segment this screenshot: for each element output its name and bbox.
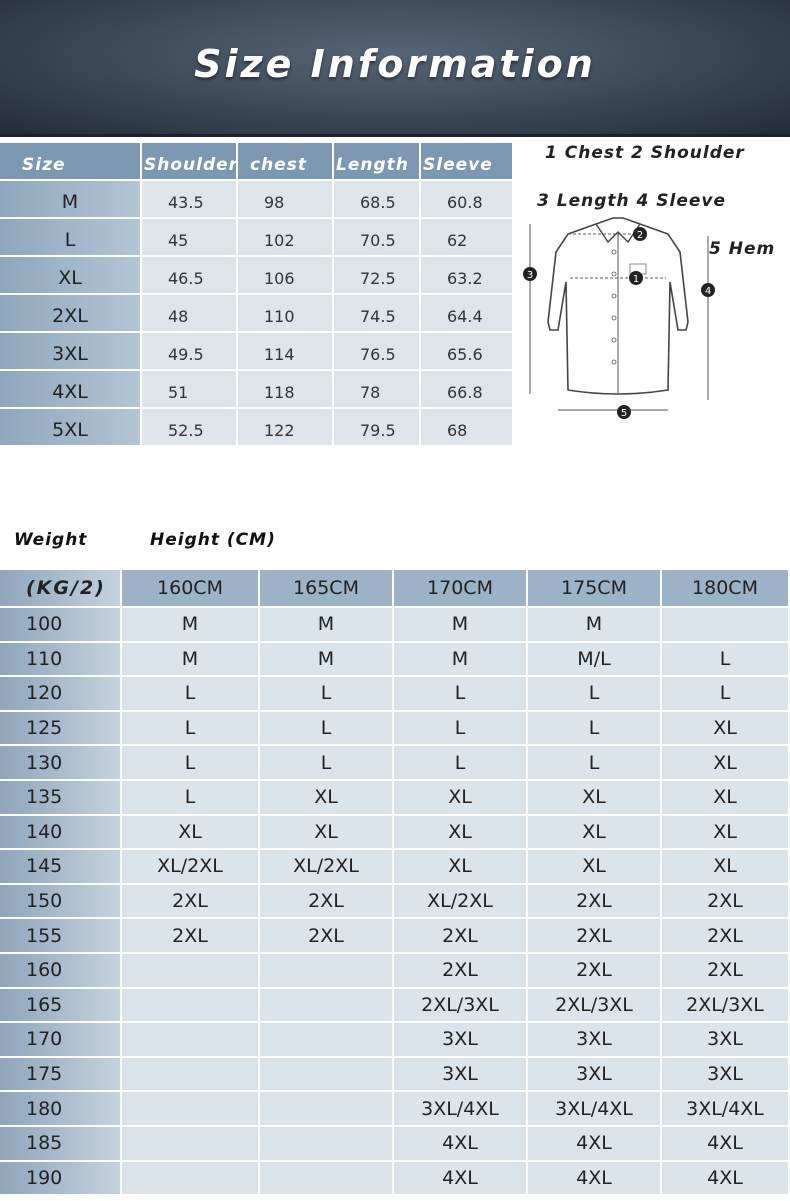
recommended-size-cell xyxy=(122,989,260,1024)
recommended-size-cell xyxy=(260,1092,394,1127)
recommended-size-cell: 3XL/4XL xyxy=(394,1092,528,1127)
size-table-row xyxy=(0,333,514,371)
recommended-size-cell xyxy=(260,1127,394,1162)
weight-row xyxy=(0,608,790,643)
size-table-row xyxy=(0,409,514,447)
recommended-size-cell: 2XL xyxy=(528,885,662,920)
size-table xyxy=(0,143,514,447)
shirt-measurement-diagram xyxy=(518,212,718,422)
weight-row xyxy=(0,816,790,851)
size-label-cell: M xyxy=(0,181,142,219)
recommended-size-cell xyxy=(662,608,790,643)
size-label-cell: 4XL xyxy=(0,371,142,409)
measurement-cell: 122 xyxy=(238,409,334,447)
recommended-size-cell: 2XL xyxy=(394,919,528,954)
header-size: Size xyxy=(0,143,142,181)
weight-value-cell: 165 xyxy=(0,989,122,1024)
recommended-size-cell: 3XL xyxy=(394,1058,528,1093)
weight-row xyxy=(0,1058,790,1093)
weight-value-cell: 155 xyxy=(0,919,122,954)
recommended-size-cell: 4XL xyxy=(394,1127,528,1162)
svg-text:2: 2 xyxy=(636,230,644,241)
svg-text:4: 4 xyxy=(704,286,712,297)
recommended-size-cell: XL xyxy=(394,850,528,885)
weight-value-cell: 125 xyxy=(0,712,122,747)
recommended-size-cell: 3XL xyxy=(528,1023,662,1058)
recommended-size-cell xyxy=(122,1092,260,1127)
recommended-size-cell: M xyxy=(260,608,394,643)
recommended-size-cell: 2XL xyxy=(662,919,790,954)
measurement-cell: 60.8 xyxy=(421,181,514,219)
recommended-size-cell xyxy=(260,1162,394,1197)
recommended-size-cell: 3XL/4XL xyxy=(662,1092,790,1127)
measurement-cell: 72.5 xyxy=(334,257,421,295)
weight-value-cell: 110 xyxy=(0,643,122,678)
recommended-size-cell: 3XL xyxy=(662,1058,790,1093)
height-header: 160CM xyxy=(122,570,260,608)
recommended-size-cell: M/L xyxy=(528,643,662,678)
header-length: Length xyxy=(334,143,421,181)
recommended-size-cell: 2XL xyxy=(662,954,790,989)
recommended-size-cell: 3XL xyxy=(528,1058,662,1093)
recommended-size-cell: XL/2XL xyxy=(260,850,394,885)
measurement-cell: 52.5 xyxy=(142,409,238,447)
weight-value-cell: 100 xyxy=(0,608,122,643)
size-label-cell: L xyxy=(0,219,142,257)
weight-value-cell: 145 xyxy=(0,850,122,885)
weight-row xyxy=(0,1092,790,1127)
recommended-size-cell: XL/2XL xyxy=(394,885,528,920)
weight-value-cell: 150 xyxy=(0,885,122,920)
weight-value-cell: 190 xyxy=(0,1162,122,1197)
marker-4 xyxy=(701,283,715,297)
recommended-size-cell: 4XL xyxy=(528,1127,662,1162)
weight-row xyxy=(0,919,790,954)
size-label-cell: XL xyxy=(0,257,142,295)
measurement-cell: 62 xyxy=(421,219,514,257)
recommended-size-cell: M xyxy=(394,643,528,678)
weight-row xyxy=(0,746,790,781)
recommended-size-cell: L xyxy=(662,643,790,678)
header-sleeve: Sleeve xyxy=(421,143,514,181)
weight-row xyxy=(0,850,790,885)
weight-row xyxy=(0,885,790,920)
measurement-cell: 48 xyxy=(142,295,238,333)
recommended-size-cell: XL xyxy=(394,816,528,851)
legend-line-1: 1 Chest 2 Shoulder xyxy=(545,143,745,163)
legend-line-3: 5 Hem xyxy=(709,239,776,259)
weight-row xyxy=(0,989,790,1024)
measurement-cell: 78 xyxy=(334,371,421,409)
recommended-size-cell: M xyxy=(260,643,394,678)
recommended-size-cell xyxy=(260,954,394,989)
recommended-size-cell: 3XL xyxy=(662,1023,790,1058)
weight-row xyxy=(0,781,790,816)
recommended-size-cell: 4XL xyxy=(394,1162,528,1197)
recommended-size-cell: 4XL xyxy=(662,1127,790,1162)
weight-row xyxy=(0,712,790,747)
recommended-size-cell: XL xyxy=(260,816,394,851)
size-table-row xyxy=(0,371,514,409)
marker-1 xyxy=(629,271,643,285)
recommended-size-cell: L xyxy=(394,677,528,712)
header-chest: chest xyxy=(238,143,334,181)
recommended-size-cell: XL xyxy=(394,781,528,816)
measurement-cell: 68 xyxy=(421,409,514,447)
recommended-size-cell: L xyxy=(122,746,260,781)
height-header: 165CM xyxy=(260,570,394,608)
recommended-size-cell: L xyxy=(122,712,260,747)
recommended-size-cell: XL xyxy=(260,781,394,816)
recommended-size-cell: XL xyxy=(122,816,260,851)
weight-height-table xyxy=(0,570,790,1196)
recommended-size-cell: XL/2XL xyxy=(122,850,260,885)
weight-row xyxy=(0,1023,790,1058)
recommended-size-cell: XL xyxy=(662,850,790,885)
recommended-size-cell: XL xyxy=(662,712,790,747)
height-label: Height (CM) xyxy=(150,530,276,550)
banner-title: Size Information xyxy=(194,42,596,86)
recommended-size-cell: 2XL xyxy=(260,885,394,920)
header-shoulder: Shoulder xyxy=(142,143,238,181)
recommended-size-cell: 2XL xyxy=(528,919,662,954)
measurement-cell: 68.5 xyxy=(334,181,421,219)
height-header: 180CM xyxy=(662,570,790,608)
legend-line-2: 3 Length 4 Sleeve xyxy=(537,191,727,211)
measurement-cell: 51 xyxy=(142,371,238,409)
weight-row xyxy=(0,677,790,712)
recommended-size-cell: M xyxy=(528,608,662,643)
weight-value-cell: 180 xyxy=(0,1092,122,1127)
weight-row xyxy=(0,643,790,678)
recommended-size-cell xyxy=(122,1162,260,1197)
recommended-size-cell: 2XL xyxy=(528,954,662,989)
recommended-size-cell: L xyxy=(122,677,260,712)
recommended-size-cell: 4XL xyxy=(662,1162,790,1197)
recommended-size-cell: 3XL/4XL xyxy=(528,1092,662,1127)
recommended-size-cell: 2XL/3XL xyxy=(662,989,790,1024)
size-label-cell: 2XL xyxy=(0,295,142,333)
weight-row xyxy=(0,954,790,989)
measurement-cell: 76.5 xyxy=(334,333,421,371)
recommended-size-cell: 2XL xyxy=(662,885,790,920)
recommended-size-cell xyxy=(260,1023,394,1058)
title-banner xyxy=(0,0,790,137)
measurement-cell: 79.5 xyxy=(334,409,421,447)
svg-text:1: 1 xyxy=(632,274,640,285)
weight-row xyxy=(0,1162,790,1197)
weight-value-cell: 130 xyxy=(0,746,122,781)
weight-value-cell: 160 xyxy=(0,954,122,989)
recommended-size-cell: XL xyxy=(662,781,790,816)
weight-height-header xyxy=(0,570,790,608)
measurement-cell: 49.5 xyxy=(142,333,238,371)
recommended-size-cell: L xyxy=(528,677,662,712)
recommended-size-cell xyxy=(122,1023,260,1058)
svg-text:5: 5 xyxy=(620,408,628,419)
recommended-size-cell xyxy=(260,989,394,1024)
weight-value-cell: 140 xyxy=(0,816,122,851)
marker-5 xyxy=(617,405,631,419)
size-table-row xyxy=(0,219,514,257)
marker-3 xyxy=(523,267,537,281)
weight-value-cell: 135 xyxy=(0,781,122,816)
recommended-size-cell: XL xyxy=(528,816,662,851)
measurement-cell: 74.5 xyxy=(334,295,421,333)
measurement-cell: 110 xyxy=(238,295,334,333)
recommended-size-cell xyxy=(122,954,260,989)
measurement-cell: 65.6 xyxy=(421,333,514,371)
weight-label: Weight xyxy=(14,530,88,550)
weight-value-cell: 170 xyxy=(0,1023,122,1058)
recommended-size-cell: L xyxy=(394,712,528,747)
weight-value-cell: 185 xyxy=(0,1127,122,1162)
measurement-cell: 106 xyxy=(238,257,334,295)
measurement-cell: 64.4 xyxy=(421,295,514,333)
measurement-cell: 114 xyxy=(238,333,334,371)
recommended-size-cell: XL xyxy=(528,850,662,885)
recommended-size-cell: 2XL xyxy=(122,885,260,920)
weight-value-cell: 175 xyxy=(0,1058,122,1093)
size-table-row xyxy=(0,257,514,295)
recommended-size-cell: L xyxy=(260,677,394,712)
measurement-cell: 102 xyxy=(238,219,334,257)
measurement-cell: 43.5 xyxy=(142,181,238,219)
recommended-size-cell: L xyxy=(394,746,528,781)
recommended-size-cell: 4XL xyxy=(528,1162,662,1197)
size-label-cell: 3XL xyxy=(0,333,142,371)
height-header: 170CM xyxy=(394,570,528,608)
recommended-size-cell: L xyxy=(122,781,260,816)
recommended-size-cell xyxy=(260,1058,394,1093)
corner-label: (KG/2) xyxy=(0,570,122,608)
marker-2 xyxy=(633,227,647,241)
recommended-size-cell: L xyxy=(528,746,662,781)
recommended-size-cell: 2XL xyxy=(394,954,528,989)
recommended-size-cell: 2XL/3XL xyxy=(394,989,528,1024)
recommended-size-cell: XL xyxy=(662,746,790,781)
measurement-cell: 70.5 xyxy=(334,219,421,257)
recommended-size-cell: 3XL xyxy=(394,1023,528,1058)
recommended-size-cell: XL xyxy=(528,781,662,816)
recommended-size-cell: L xyxy=(260,712,394,747)
measurement-cell: 63.2 xyxy=(421,257,514,295)
recommended-size-cell xyxy=(122,1058,260,1093)
measurement-cell: 46.5 xyxy=(142,257,238,295)
recommended-size-cell: XL xyxy=(662,816,790,851)
recommended-size-cell: 2XL/3XL xyxy=(528,989,662,1024)
recommended-size-cell: L xyxy=(260,746,394,781)
measurement-cell: 118 xyxy=(238,371,334,409)
recommended-size-cell xyxy=(122,1127,260,1162)
svg-text:3: 3 xyxy=(526,270,534,281)
recommended-size-cell: M xyxy=(394,608,528,643)
recommended-size-cell: 2XL xyxy=(260,919,394,954)
weight-row xyxy=(0,1127,790,1162)
size-table-row xyxy=(0,295,514,333)
height-header: 175CM xyxy=(528,570,662,608)
recommended-size-cell: L xyxy=(528,712,662,747)
recommended-size-cell: 2XL xyxy=(122,919,260,954)
measurement-cell: 98 xyxy=(238,181,334,219)
recommended-size-cell: L xyxy=(662,677,790,712)
measurement-cell: 45 xyxy=(142,219,238,257)
measurement-cell: 66.8 xyxy=(421,371,514,409)
size-table-header xyxy=(0,143,514,181)
size-table-row xyxy=(0,181,514,219)
recommended-size-cell: M xyxy=(122,643,260,678)
size-label-cell: 5XL xyxy=(0,409,142,447)
weight-value-cell: 120 xyxy=(0,677,122,712)
recommended-size-cell: M xyxy=(122,608,260,643)
